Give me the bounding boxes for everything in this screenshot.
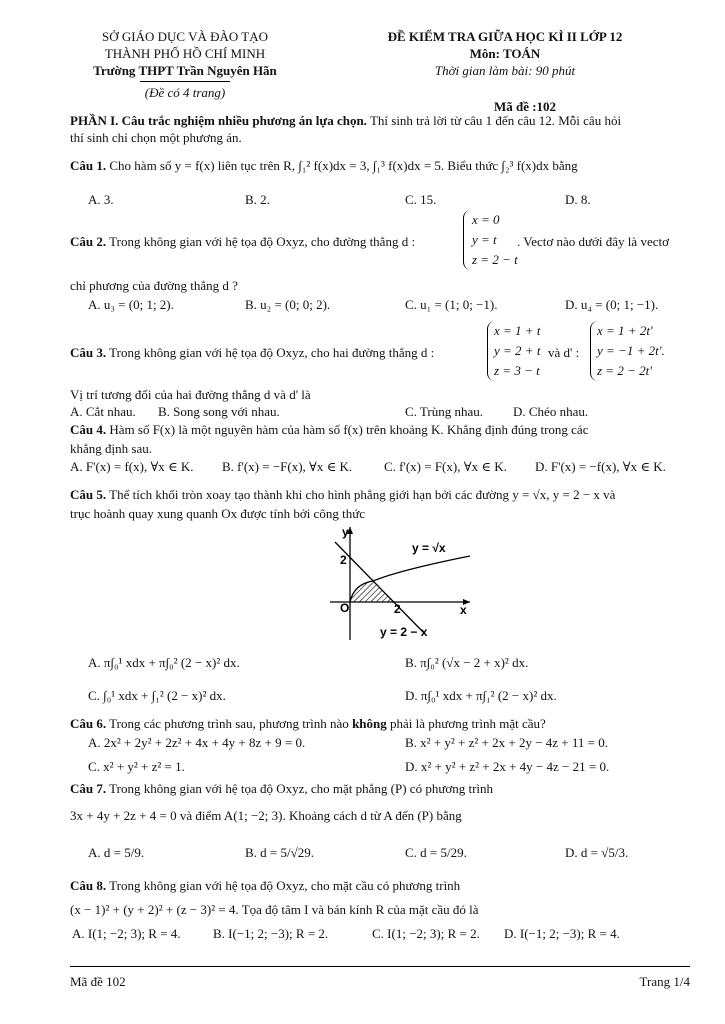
q1-option-b[interactable]: B. 2. xyxy=(245,192,270,207)
school-header xyxy=(60,28,310,101)
q5-option-b[interactable]: B. π∫₀² (√x − 2 + x)² dx. xyxy=(405,655,529,670)
footer-page: Trang 1/4 xyxy=(639,974,690,989)
question-8: Câu 8. Trong không gian với hệ tọa độ Oxyz, cho mặt cầu có phương trình xyxy=(70,878,461,893)
x-tick-2: 2 xyxy=(394,602,401,616)
part-desc: thí sinh chỉ chọn một phương án. xyxy=(70,130,242,145)
q4-text-2: khẳng định sau. xyxy=(70,441,152,456)
q3-option-d[interactable]: D. Chéo nhau. xyxy=(513,404,589,419)
q6-option-d[interactable]: D. x² + y² + z² + 2x + 4y − 4z − 21 = 0. xyxy=(405,759,610,774)
q3-text-2: Vị trí tương đối của hai đường thẳng d và d' là xyxy=(70,387,311,402)
q8-option-a[interactable]: A. I(1; −2; 3); R = 4. xyxy=(72,926,181,941)
subject: Môn: TOÁN xyxy=(469,46,541,61)
q2-option-b[interactable]: B. u₂ = (0; 0; 2). xyxy=(245,297,331,312)
q7-option-b[interactable]: B. d = 5/√29. xyxy=(245,845,314,860)
footer-code: Mã đề 102 xyxy=(70,974,126,989)
y-tick-2: 2 xyxy=(340,553,347,567)
question-1: Câu 1. Cho hàm số y = f(x) liên tục trên R, ∫₁² f(x)dx = 3, ∫₁³ f(x)dx = 5. Biểu thức ∫₂³ f(x)dx bằng xyxy=(70,158,578,173)
q6-option-b[interactable]: B. x² + y² + z² + 2x + 2y − 4z + 11 = 0. xyxy=(405,735,608,750)
q8-option-b[interactable]: B. I(−1; 2; −3); R = 2. xyxy=(213,926,329,941)
q3-option-b[interactable]: B. Song song với nhau. xyxy=(158,404,280,419)
exam-title: ĐỀ KIỂM TRA GIỮA HỌC KÌ II LỚP 12 xyxy=(387,29,623,44)
page-count-note: (Đề có 4 trang) xyxy=(144,85,226,100)
q2-option-c[interactable]: C. u₁ = (1; 0; −1). xyxy=(405,297,498,312)
x-label: x xyxy=(460,603,467,617)
q7-option-d[interactable]: D. d = √5/3. xyxy=(565,845,629,860)
line-2-minus-x xyxy=(335,542,425,634)
part-title: PHẦN I. Câu trắc nghiệm nhiều phương án lựa chọn. Thí sinh trả lời từ câu 1 đến câu 12. Mỗi câu hỏi xyxy=(70,113,622,128)
school-name: Trường THPT Trần Nguyên Hãn xyxy=(93,63,277,78)
question-5: Câu 5. Thể tích khối tròn xoay tạo thành khi cho hình phẳng giới hạn bởi các đường y = √x, y = 2 − x và xyxy=(70,487,616,502)
q3-system-2: x = 1 + 2t' y = −1 + 2t'. z = 2 − 2t' xyxy=(590,321,665,381)
q7-option-a[interactable]: A. d = 5/9. xyxy=(88,845,145,860)
q7-option-c[interactable]: C. d = 5/29. xyxy=(405,845,467,860)
dept-name: SỞ GIÁO DỤC VÀ ĐÀO TẠO xyxy=(102,29,268,44)
question-7: Câu 7. Trong không gian với hệ tọa độ Oxyz, cho mặt phẳng (P) có phương trình xyxy=(70,781,494,796)
curve1-label: y = √x xyxy=(412,541,446,555)
q4-option-c[interactable]: C. f'(x) = F(x), ∀x ∈ K. xyxy=(384,459,507,474)
question-2: Câu 2. Trong không gian với hệ tọa độ Oxyz, cho đường thẳng d : xyxy=(70,234,416,249)
curve2-label: y = 2 − x xyxy=(380,625,428,639)
q2-text-end: chỉ phương của đường thẳng d ? xyxy=(70,278,238,293)
q2-option-a[interactable]: A. u₃ = (0; 1; 2). xyxy=(88,297,174,312)
q5-graph xyxy=(320,522,480,644)
q8-text-2: (x − 1)² + (y + 2)² + (z − 3)² = 4. Tọa độ tâm I và bán kính R của mặt cầu đó là xyxy=(70,902,479,917)
q1-option-c[interactable]: C. 15. xyxy=(405,192,437,207)
q1-option-a[interactable]: A. 3. xyxy=(88,192,114,207)
q3-option-c[interactable]: C. Trùng nhau. xyxy=(405,404,484,419)
question-4: Câu 4. Hàm số F(x) là một nguyên hàm của hàm số f(x) trên khoảng K. Khẳng định đúng trong các xyxy=(70,422,589,437)
q8-option-c[interactable]: C. I(1; −2; 3); R = 2. xyxy=(372,926,480,941)
q5-option-d[interactable]: D. π∫₀¹ xdx + π∫₁² (2 − x)² dx. xyxy=(405,688,557,703)
question-3: Câu 3. Trong không gian với hệ tọa độ Oxyz, cho hai đường thẳng d : xyxy=(70,345,435,360)
q6-option-a[interactable]: A. 2x² + 2y² + 2z² + 4x + 4y + 8z + 9 = 0. xyxy=(88,735,306,750)
duration: Thời gian làm bài: 90 phút xyxy=(434,63,576,78)
question-6: Câu 6. Trong các phương trình sau, phương trình nào không phải là phương trình mặt cầu? xyxy=(70,716,546,731)
q7-text-2: 3x + 4y + 2z + 4 = 0 và điểm A(1; −2; 3). Khoảng cách d từ A đến (P) bằng xyxy=(70,808,462,823)
footer-divider xyxy=(70,966,690,967)
q3-mid: và d' : xyxy=(548,345,580,360)
origin-label: O xyxy=(340,601,350,615)
q4-option-b[interactable]: B. f'(x) = −F(x), ∀x ∈ K. xyxy=(222,459,353,474)
city-name: THÀNH PHỐ HỒ CHÍ MINH xyxy=(104,46,266,61)
q2-text-cont: . Vectơ nào dưới đây là vectơ xyxy=(517,234,669,249)
q6-option-c[interactable]: C. x² + y² + z² = 1. xyxy=(88,759,185,774)
q5-text-2: trục hoành quay xung quanh Ox được tính bởi công thức xyxy=(70,506,366,521)
exam-code: Mã đề :102 xyxy=(493,99,557,114)
shaded-region xyxy=(350,581,395,602)
q2-system: x = 0 y = t z = 2 − t xyxy=(463,210,518,270)
y-label: y xyxy=(342,525,349,539)
q4-option-d[interactable]: D. F'(x) = −f(x), ∀x ∈ K. xyxy=(535,459,666,474)
q3-system-1: x = 1 + t y = 2 + t z = 3 − t xyxy=(487,321,540,381)
q2-option-d[interactable]: D. u₄ = (0; 1; −1). xyxy=(565,297,659,312)
q5-option-c[interactable]: C. ∫₀¹ xdx + ∫₁² (2 − x)² dx. xyxy=(88,688,226,703)
q1-option-d[interactable]: D. 8. xyxy=(565,192,591,207)
q5-option-a[interactable]: A. π∫₀¹ xdx + π∫₀² (2 − x)² dx. xyxy=(88,655,240,670)
q4-option-a[interactable]: A. F'(x) = f(x), ∀x ∈ K. xyxy=(70,459,194,474)
q8-option-d[interactable]: D. I(−1; 2; −3); R = 4. xyxy=(504,926,620,941)
exam-header xyxy=(360,28,650,115)
q3-option-a[interactable]: A. Cắt nhau. xyxy=(70,404,136,419)
